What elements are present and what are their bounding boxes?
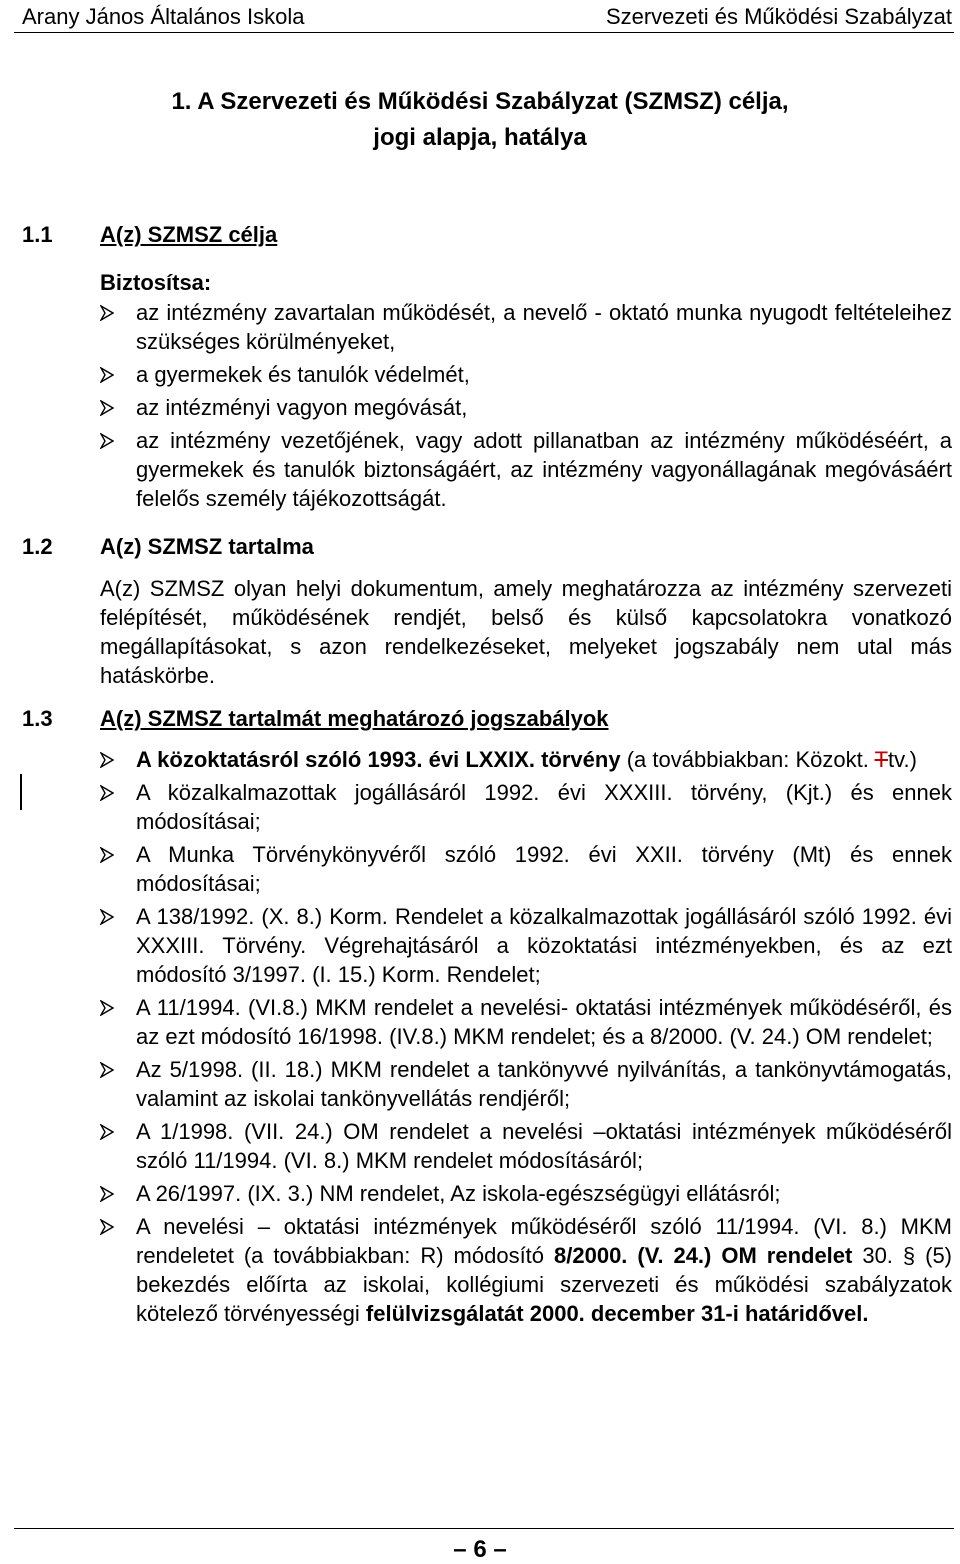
arrow-bullet-icon [100, 752, 114, 768]
law-title: A közoktatásról szóló 1993. évi LXXIX. törvény [136, 747, 621, 772]
list-item-text: az intézmény zavartalan működését, a nevelő - oktató munka nyugodt feltételeihez szükséges körülményeket, [136, 300, 952, 354]
list-item-text: az intézményi vagyon megóvását, [136, 395, 468, 420]
section-label: Biztosítsa: [100, 270, 212, 295]
arrow-bullet-icon [100, 1219, 114, 1235]
section-title: A(z) SZMSZ célja [100, 222, 278, 247]
footer-rule [14, 1528, 954, 1529]
arrow-bullet-icon [100, 367, 114, 383]
arrow-bullet-icon [100, 305, 114, 321]
section-number: 1.2 [22, 534, 53, 559]
list-item [100, 426, 952, 513]
arrow-bullet-icon [100, 1186, 114, 1202]
legislation-list [100, 745, 952, 1328]
section-title: A(z) SZMSZ tartalmát meghatározó jogszabályok [100, 706, 609, 731]
arrow-bullet-icon [100, 1062, 114, 1078]
page-title-line-1: 1. A Szervezeti és Működési Szabályzat (SZMSZ) célja, [171, 88, 789, 115]
list-item-text: az intézmény vezetőjének, vagy adott pillanatban az intézmény működéséért, a gyermekek és tanulók biztonságáért, az intézmény vagyonállagának megóvásáért felelős személy tájékozottságát. [136, 428, 952, 511]
header-rule [14, 32, 954, 33]
list-item [100, 393, 952, 422]
section-number: 1.3 [22, 706, 53, 731]
section-number: 1.1 [22, 222, 53, 247]
page-number: – 6 – [453, 1536, 507, 1563]
list-item-text: A nevelési – oktatási intézmények működéséről szóló 11/1994. (VI. 8.) MKM rendeletet (a továbbiakban: R) módosító 8/2000. (V. 24.) OM rendelet 30. § (5) bekezdés előírta az iskolai, kollégiumi szervezeti és működési szabályzatok kötelező törvényességi felülvizsgálatát 2000. december 31-i határidővel. [136, 1214, 953, 1326]
list-item-text: Az 5/1998. (II. 18.) MKM rendelet a tankönyvvé nyilvánítás, a tankönyvtámogatás, valamint az iskolai tankönyvellátás rendjéről; [136, 1057, 952, 1111]
list-item [100, 1212, 952, 1328]
list-item [100, 1055, 952, 1113]
list-item [100, 360, 952, 389]
arrow-bullet-icon [100, 400, 114, 416]
section-title: A(z) SZMSZ tartalma [100, 534, 314, 559]
arrow-bullet-icon [100, 433, 114, 449]
list-item [100, 1179, 952, 1208]
arrow-bullet-icon [100, 785, 114, 801]
section-paragraph: A(z) SZMSZ olyan helyi dokumentum, amely meghatározza az intézmény szervezeti felépítését, működésének rendjét, belső és külső kapcsolatokra vonatkozó megállapításokat, s azon rendelkezéseket, melyeket jogszabály nem utal más hatáskörbe. [100, 576, 952, 688]
list-item [100, 745, 952, 774]
revision-change-bar [20, 774, 22, 810]
page-header [22, 4, 952, 30]
list-item [100, 993, 952, 1051]
list-item-text: A 11/1994. (VI.8.) MKM rendelet a nevelési- oktatási intézmények működéséről, és az ezt módosító 16/1998. (IV.8.) MKM rendelet; és a 8/2000. (V. 24.) OM rendelet; [136, 995, 952, 1049]
page-title [0, 84, 960, 156]
header-school-name: Arany János Általános Iskola [22, 4, 305, 29]
arrow-bullet-icon [100, 1000, 114, 1016]
header-document-name: Szervezeti és Működési Szabályzat [605, 4, 952, 29]
arrow-bullet-icon [100, 847, 114, 863]
tracked-deletion: T [874, 747, 889, 772]
list-item-text: A Munka Törvénykönyvéről szóló 1992. évi XXII. törvény (Mt) és ennek módosításai; [136, 842, 952, 896]
list-item-text: A közalkalmazottak jogállásáról 1992. évi XXXIII. törvény, (Kjt.) és ennek módosításai; [136, 780, 952, 834]
list-item [100, 298, 952, 356]
list-item-text: a gyermekek és tanulók védelmét, [136, 362, 470, 387]
list-item [100, 902, 952, 989]
list-item-text: A 138/1992. (X. 8.) Korm. Rendelet a közalkalmazottak jogállásáról szóló 1992. évi XXXIII. Törvény. Végrehajtásáról a közoktatási intézményekben, és az ezt módosító 3/1997. (I. 15.) Korm. Rendelet; [136, 904, 952, 987]
list-item [100, 778, 952, 836]
page-title-line-2: jogi alapja, hatálya [373, 124, 587, 151]
arrow-bullet-icon [100, 1124, 114, 1140]
list-item-text: A közoktatásról szóló 1993. évi LXXIX. törvény (a továbbiakban: Közokt. Ttv.) [136, 747, 917, 772]
list-item [100, 1117, 952, 1175]
arrow-bullet-icon [100, 909, 114, 925]
purpose-list [100, 298, 952, 513]
list-item-text: A 1/1998. (VII. 24.) OM rendelet a nevelési –oktatási intézmények működéséről szóló 11/1994. (VI. 8.) MKM rendelet módosításáról; [136, 1119, 952, 1173]
list-item [100, 840, 952, 898]
list-item-text: A 26/1997. (IX. 3.) NM rendelet, Az iskola-egészségügyi ellátásról; [136, 1181, 781, 1206]
